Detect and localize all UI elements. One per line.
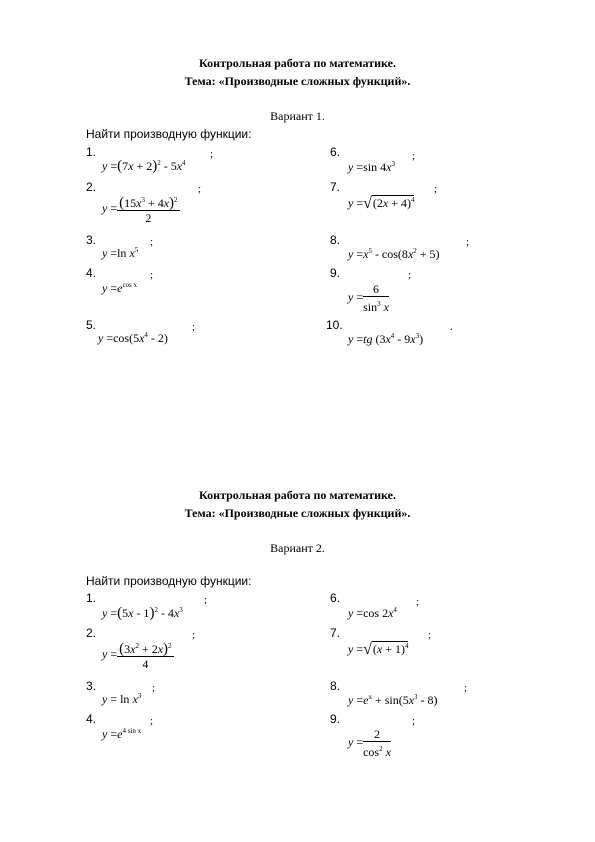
separator: ; [464, 682, 468, 694]
test-topic: Тема: «Производные сложных функций». [184, 74, 411, 88]
task-number: 9. [330, 712, 341, 726]
formula: $y =√(x + 1)^4$ [348, 641, 409, 658]
separator: ; [150, 236, 154, 248]
instruction: Найти производную функции: [86, 574, 252, 588]
formula: $y =(5x - 1)^2 - 4x^3$ [102, 605, 183, 621]
task-number: 3. [86, 233, 97, 247]
separator: ; [210, 148, 214, 160]
formula: $y =e^{cos x}$ [102, 281, 138, 295]
task-number: 2. [86, 180, 97, 194]
task-number: 7. [330, 180, 341, 194]
variant-label: Вариант 2. [270, 541, 325, 555]
separator: ; [192, 321, 196, 333]
variant-label: Вариант 1. [270, 109, 325, 123]
formula: y = $\frac{(15x^3 + 4x)^2}{2}$ [102, 195, 178, 225]
task-number: 9. [330, 266, 341, 280]
separator: ; [412, 715, 416, 727]
task-number: 5. [86, 318, 97, 332]
formula: y = $\frac{(3x^2 + 2x)^2}{4}$ [102, 641, 172, 671]
separator: ; [408, 269, 412, 281]
separator: ; [192, 629, 196, 641]
formula: y =sin $4x^3$ [348, 160, 395, 174]
formula: y = $\frac{6}{\sin^3 x}$ [348, 282, 389, 314]
separator: ; [150, 715, 154, 727]
task-number: 1. [86, 591, 97, 605]
separator: ; [198, 183, 202, 195]
formula: y =cos $2x^4$ [348, 606, 397, 620]
test-title: Контрольная работа по математике. [199, 488, 396, 502]
formula: $y =e^x + \sin(5x^3 - 8)$ [348, 693, 438, 707]
task-number: 6. [330, 145, 341, 159]
instruction: Найти производную функции: [86, 127, 252, 141]
task-number: 1. [86, 145, 97, 159]
separator: ; [428, 629, 432, 641]
separator: ; [434, 183, 438, 195]
task-number: 8. [330, 233, 341, 247]
task-number: 4. [86, 712, 97, 726]
separator: ; [412, 150, 416, 162]
formula: $y = \ln x^3$ [102, 692, 142, 706]
separator: ; [466, 236, 470, 248]
formula: y =ln $x^5$ [102, 246, 139, 260]
separator: ; [204, 594, 208, 606]
separator: ; [152, 682, 156, 694]
task-number: 3. [86, 679, 97, 693]
separator: ; [150, 269, 154, 281]
formula: $y =x^5 - \cos(8x^2 + 5)$ [348, 247, 440, 261]
formula: y =tg $(3x^4 - 9x^3)$ [348, 332, 424, 346]
formula: y = $\frac{2}{\cos^2 x}$ [348, 727, 391, 759]
formula: $y =\cos(5x^4 - 2)$ [98, 331, 168, 345]
task-number: 2. [86, 626, 97, 640]
task-number: 6. [330, 591, 341, 605]
task-number: 10. [326, 318, 343, 332]
formula: $y =(7x + 2)^2 - 5x^4$ [102, 158, 186, 174]
test-title: Контрольная работа по математике. [199, 56, 396, 70]
separator: ; [416, 596, 420, 608]
formula: $y =√(2x + 4)^4$ [348, 195, 415, 212]
task-number: 4. [86, 266, 97, 280]
task-number: 7. [330, 626, 341, 640]
formula: $y =e^{4 sin x}$ [102, 727, 142, 741]
test-topic: Тема: «Производные сложных функций». [184, 506, 411, 520]
task-number: 8. [330, 679, 341, 693]
separator: . [450, 321, 453, 333]
